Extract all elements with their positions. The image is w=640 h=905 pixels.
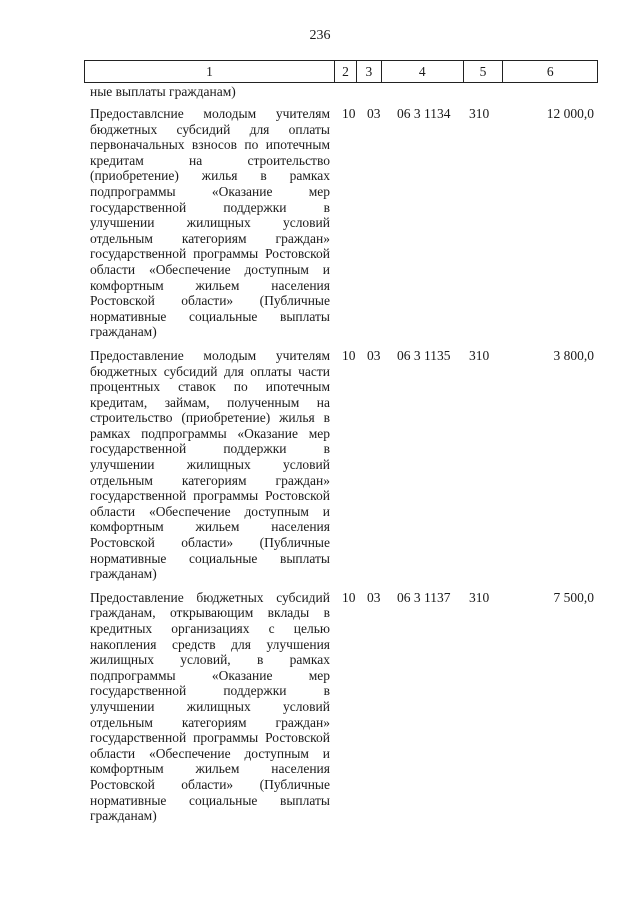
row-target-code: 06 3 1137 — [397, 589, 451, 605]
table-header — [84, 60, 598, 83]
row-section: 10 — [342, 589, 356, 605]
row-section: 10 — [342, 347, 356, 363]
page-number: 236 — [309, 28, 331, 43]
header-col-1: 1 — [85, 61, 335, 82]
row-description: Предоставлсние молодым учителям бюджетных субсидий для оплаты первоначальных взносов по ипотечным кредитам на строительство (приобретение) жилья в рамках подпрограммы «Оказание мер государственной поддержки в улучшении жилищных условий отдельным категориям граждан» государственной программы Ростовской области «Обеспечение доступным и комфортным жильем населения Ростовской области» (Публичные нормативные социальные выплаты гражданам) — [90, 106, 330, 340]
header-col-6: 6 — [546, 63, 554, 79]
row-expense-type: 310 — [469, 347, 490, 363]
row-subsection: 03 — [367, 106, 381, 121]
row-target-code: 06 3 1135 — [397, 347, 451, 363]
row-amount: 3 800,0 — [553, 347, 594, 363]
row-description: Предоставление бюджетных субсидий гражданам, открывающим вклады в кредитных организациях с целью накопления средств для улучшения жилищных условий, в рамках подпрограммы «Оказание мер государственной поддержки в улучшении жилищных условий отдельным категориям граждан» государственной программы Ростовской области «Обеспечение доступным и комфортным жильем населения Ростовской области» (Публичные нормативные социальные выплаты гражданам) — [90, 589, 330, 824]
row-description: Предоставление молодым учителям бюджетных субсидий для оплаты части процентных ставок по ипотечным кредитам, займам, полученным на строительство (приобретение) жилья в рамках подпрограммы «Оказание мер государственной поддержки в улучшении жилищных условий отдельным категориям граждан» государственной программы Ростовской области «Обеспечение доступным и комфортным жильем населения Ростовской области» (Публичные нормативные социальные выплаты гражданам) — [90, 347, 330, 582]
header-col-2: 2 — [335, 61, 357, 82]
row-subsection: 03 — [367, 589, 381, 605]
header-col-5: 5 — [464, 61, 504, 82]
row-expense-type: 310 — [469, 106, 490, 121]
row-subsection: 03 — [367, 347, 381, 363]
header-col-4: 4 — [382, 61, 464, 82]
table-row — [90, 590, 598, 824]
row-section: 10 — [342, 106, 356, 121]
carry-over-text: ные выплаты гражданам) — [90, 84, 236, 99]
row-target-code: 06 3 1134 — [397, 106, 451, 121]
row-amount: 12 000,0 — [546, 106, 594, 121]
row-amount: 7 500,0 — [553, 589, 594, 605]
row-expense-type: 310 — [469, 589, 490, 605]
table-row — [90, 348, 598, 582]
table-row — [90, 106, 598, 340]
table-body — [90, 106, 598, 824]
header-col-3: 3 — [357, 61, 382, 82]
